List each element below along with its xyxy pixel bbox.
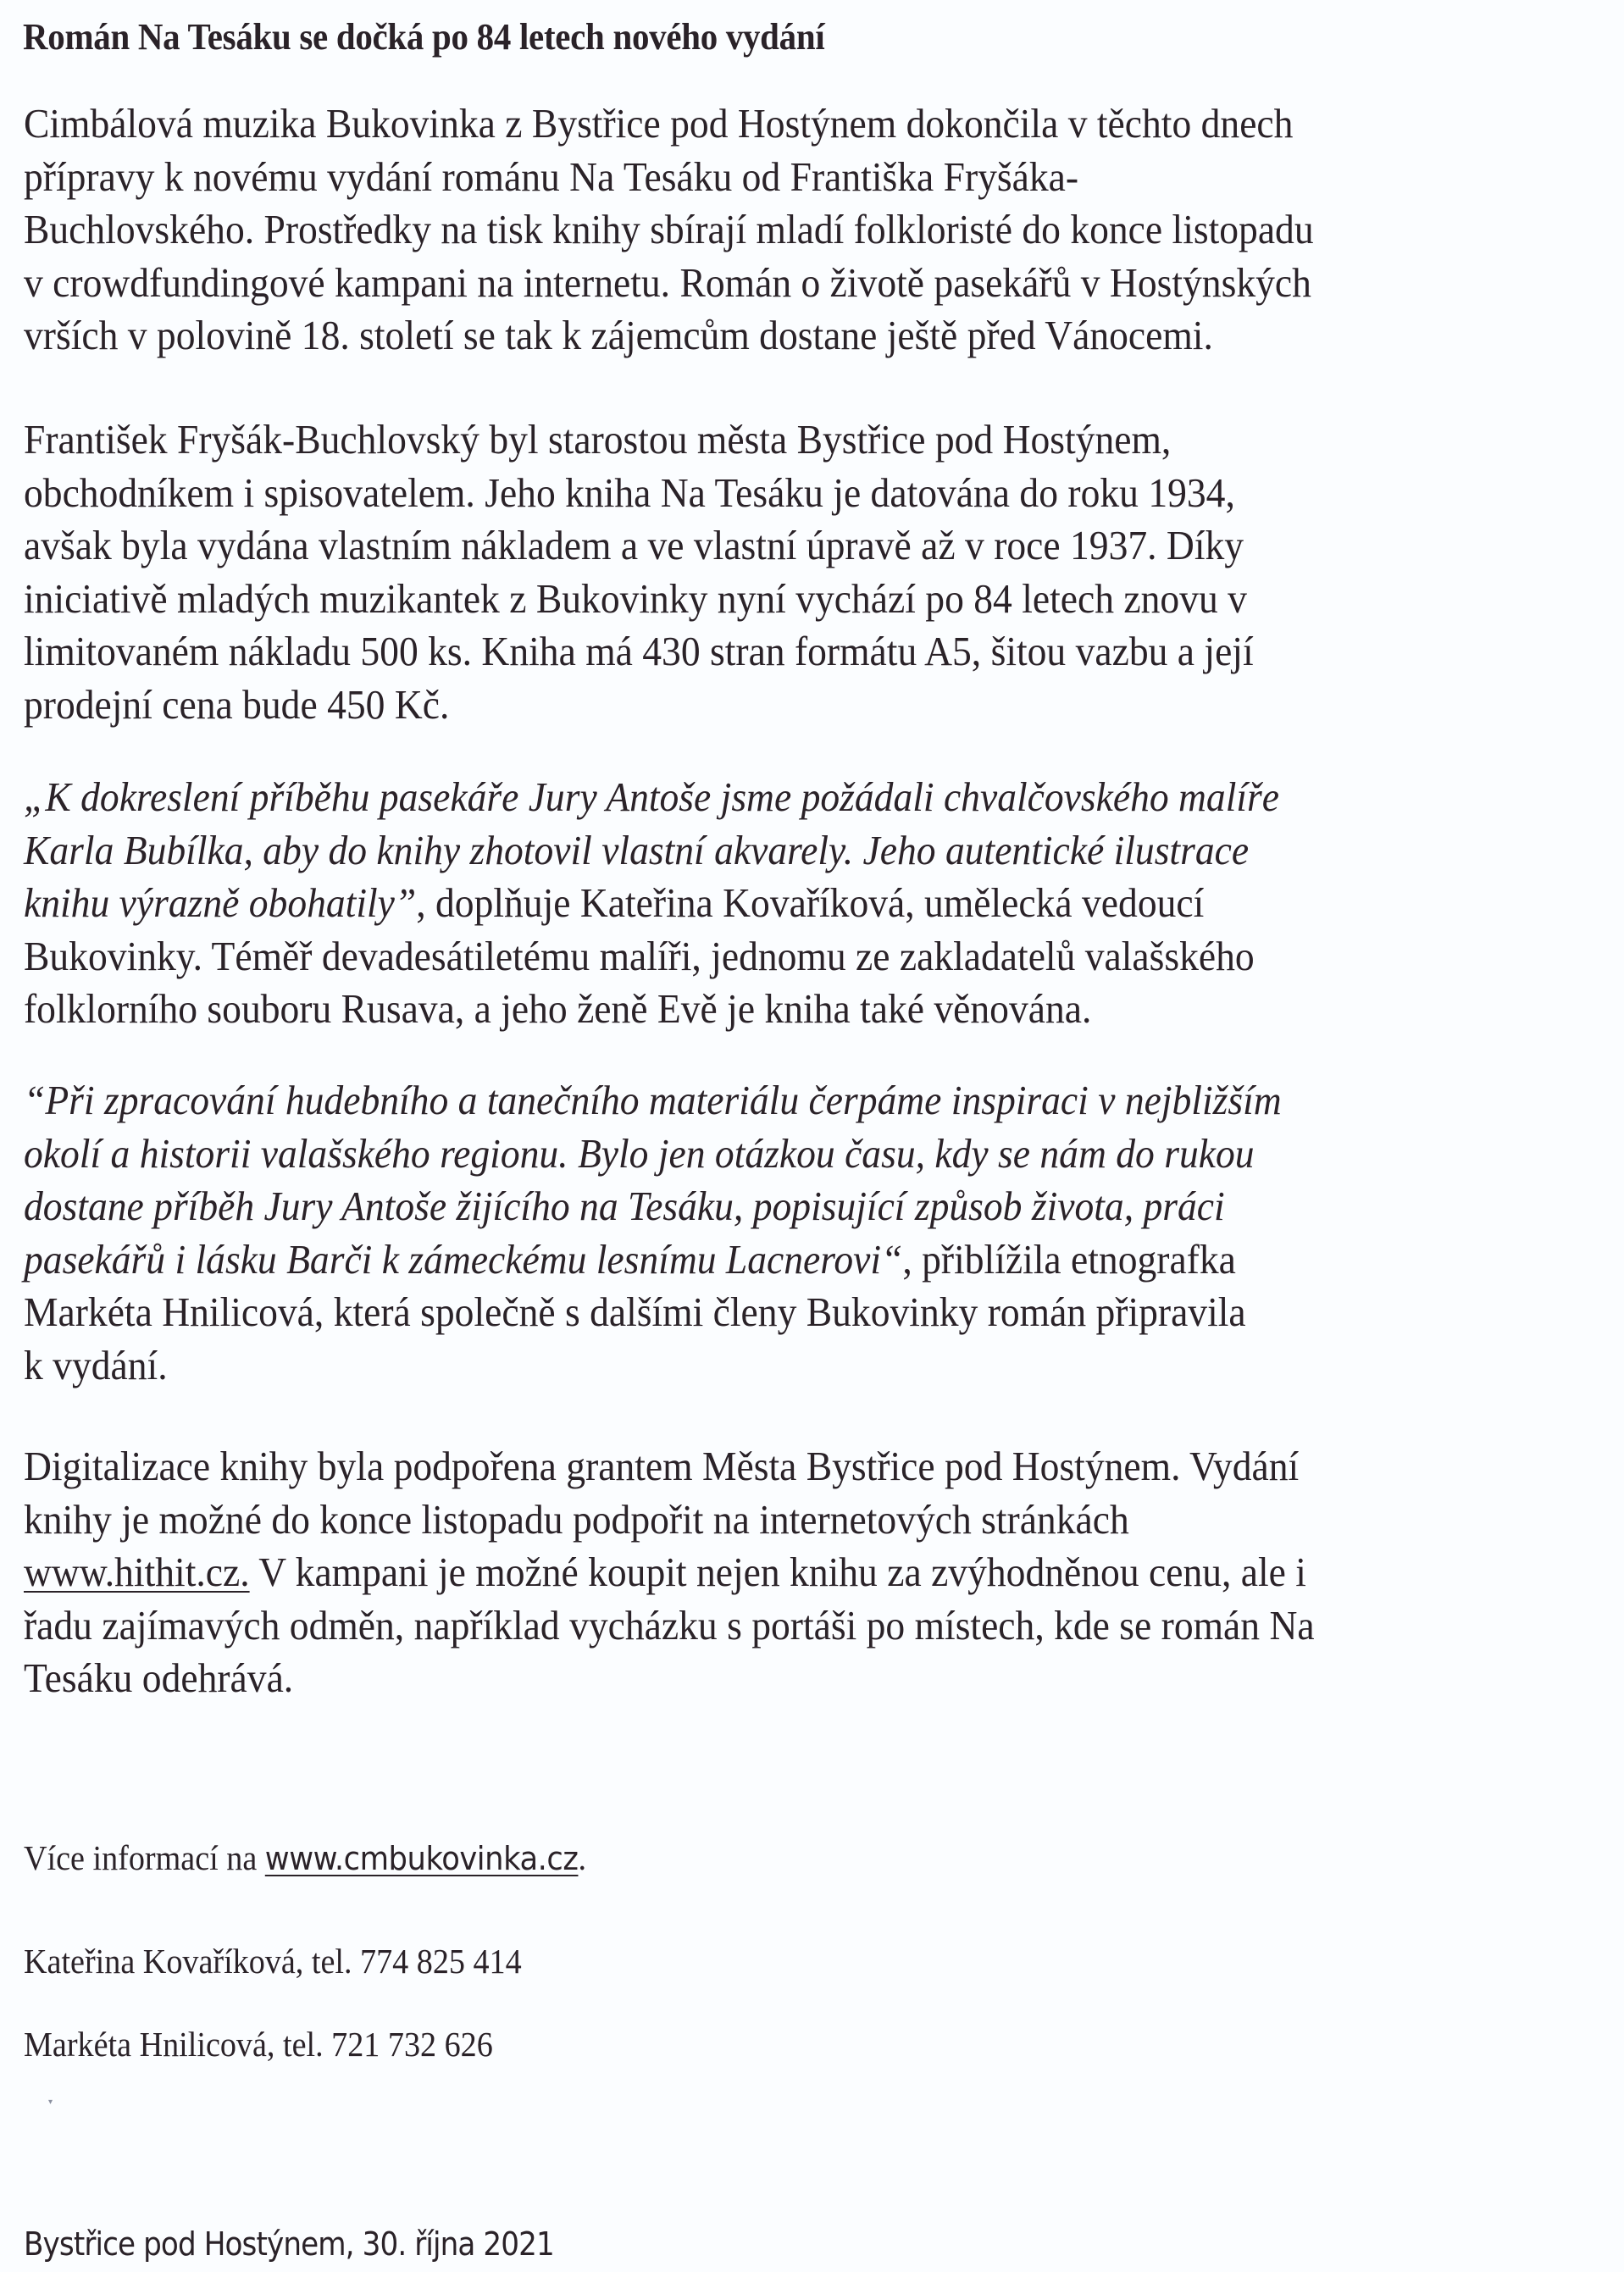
text-line: limitovaném nákladu 500 ks. Kniha má 430 stran formátu A5, šitou vazbu a její (24, 628, 1254, 674)
text-line (24, 1233, 1521, 1287)
paragraph-campaign (24, 1440, 1521, 1705)
text-line: Bukovinky. Téměř devadesátiletému malíři, jednomu ze zakladatelů valašského (24, 932, 1255, 979)
text-line: v crowdfundingové kampani na internetu. Román o životě pasekářů v Hostýnských (24, 258, 1311, 306)
contact-hnilicova: Markéta Hnilicová, tel. 721 732 626 (24, 2025, 493, 2064)
text-line: vrších v polovině 18. století se tak k zájemcům dostane ještě před Vánocemi. (24, 312, 1213, 358)
quote-line: “Při zpracování hudebního a tanečního materiálu čerpáme inspiraci v nejbližším (24, 1077, 1282, 1123)
attribution: , doplňuje Kateřina Kovaříková, umělecká vedoucí (416, 879, 1205, 926)
text-segment: V kampani je možné koupit nejen knihu za zvýhodněnou cenu, ale i (249, 1549, 1306, 1595)
text-line (24, 1546, 1521, 1599)
text-line: řadu zajímavých odměn, například vycházku s portáši po místech, kde se román Na (24, 1601, 1315, 1649)
text-line: folklorního souboru Rusava, a jeho ženě Evě je kniha také věnována. (24, 985, 1092, 1032)
paragraph-quote-ethnographer (24, 1074, 1521, 1392)
paragraph-quote-illustrations (24, 771, 1521, 1036)
text-line: obchodníkem i spisovatelem. Jeho kniha Na Tesáku je datována do roku 1934, (24, 468, 1235, 516)
text-line: k vydání. (24, 1341, 168, 1388)
more-info-line (24, 1837, 586, 1880)
text-line: iniciativě mladých muzikantek z Bukovinky nyní vychází po 84 letech znovu v (24, 574, 1247, 622)
quote-line: dostane příběh Jury Antoše žijícího na Tesáku, popisující způsob života, práci (24, 1183, 1225, 1229)
hithit-link[interactable]: www.hithit.cz. (24, 1549, 250, 1595)
paragraph-author (24, 413, 1521, 731)
quote-end: knihu výrazně obohatily” (24, 879, 417, 926)
text-line (24, 877, 1521, 930)
cmbukovinka-link[interactable]: www.cmbukovinka.cz (264, 1840, 579, 1877)
text-line: prodejní cena bude 450 Kč. (24, 680, 450, 728)
text-line: knihy je možné do konce listopadu podpořit na internetových stránkách (24, 1495, 1129, 1543)
text-line: Tesáku odehrává. (24, 1654, 294, 1701)
quote-line: okolí a historii valašského regionu. Bylo jen otázkou času, kdy se nám do rukou (24, 1129, 1255, 1177)
more-info-suffix: . (578, 1838, 587, 1877)
quote-line: „K dokreslení příběhu pasekáře Jury Antoše jsme požádali chvalčovského malíře (24, 773, 1280, 820)
quote-line: Karla Bubílka, aby do knihy zhotovil vlastní akvarely. Jeho autentické ilustrace (24, 826, 1250, 873)
scan-speck-icon: ▾ (48, 2097, 53, 2107)
text-line: František Fryšák-Buchlovský byl starostou města Bystřice pod Hostýnem, (24, 416, 1172, 463)
text-line: Markéta Hnilicová, která společně s dalšími členy Bukovinky román připravila (24, 1288, 1246, 1335)
text-line: Cimbálová muzika Bukovinka z Bystřice pod Hostýnem dokončila v těchto dnech (24, 100, 1294, 147)
attribution: , přiblížila etnografka (902, 1235, 1236, 1283)
more-info-label: Více informací na (24, 1838, 265, 1877)
quote-end: pasekářů i lásku Barči k zámeckému lesnímu Lacnerovi“ (24, 1235, 903, 1283)
text-line: Buchlovského. Prostředky na tisk knihy sbírají mladí folkloristé do konce listopadu (24, 206, 1314, 252)
text-line: přípravy k novému vydání románu Na Tesáku od Františka Fryšáka- (24, 152, 1079, 200)
text-line: avšak byla vydána vlastním nákladem a ve vlastní úpravě až v roce 1937. Díky (24, 522, 1244, 568)
contact-kovarikova: Kateřina Kovaříková, tel. 774 825 414 (24, 1942, 522, 1981)
dateline: Bystřice pod Hostýnem, 30. října 2021 (24, 2225, 554, 2263)
text-line: Digitalizace knihy byla podpořena grantem Města Bystřice pod Hostýnem. Vydání (24, 1443, 1300, 1489)
document-title: Román Na Tesáku se dočká po 84 letech nového vydání (23, 16, 825, 58)
paragraph-intro (24, 97, 1521, 363)
